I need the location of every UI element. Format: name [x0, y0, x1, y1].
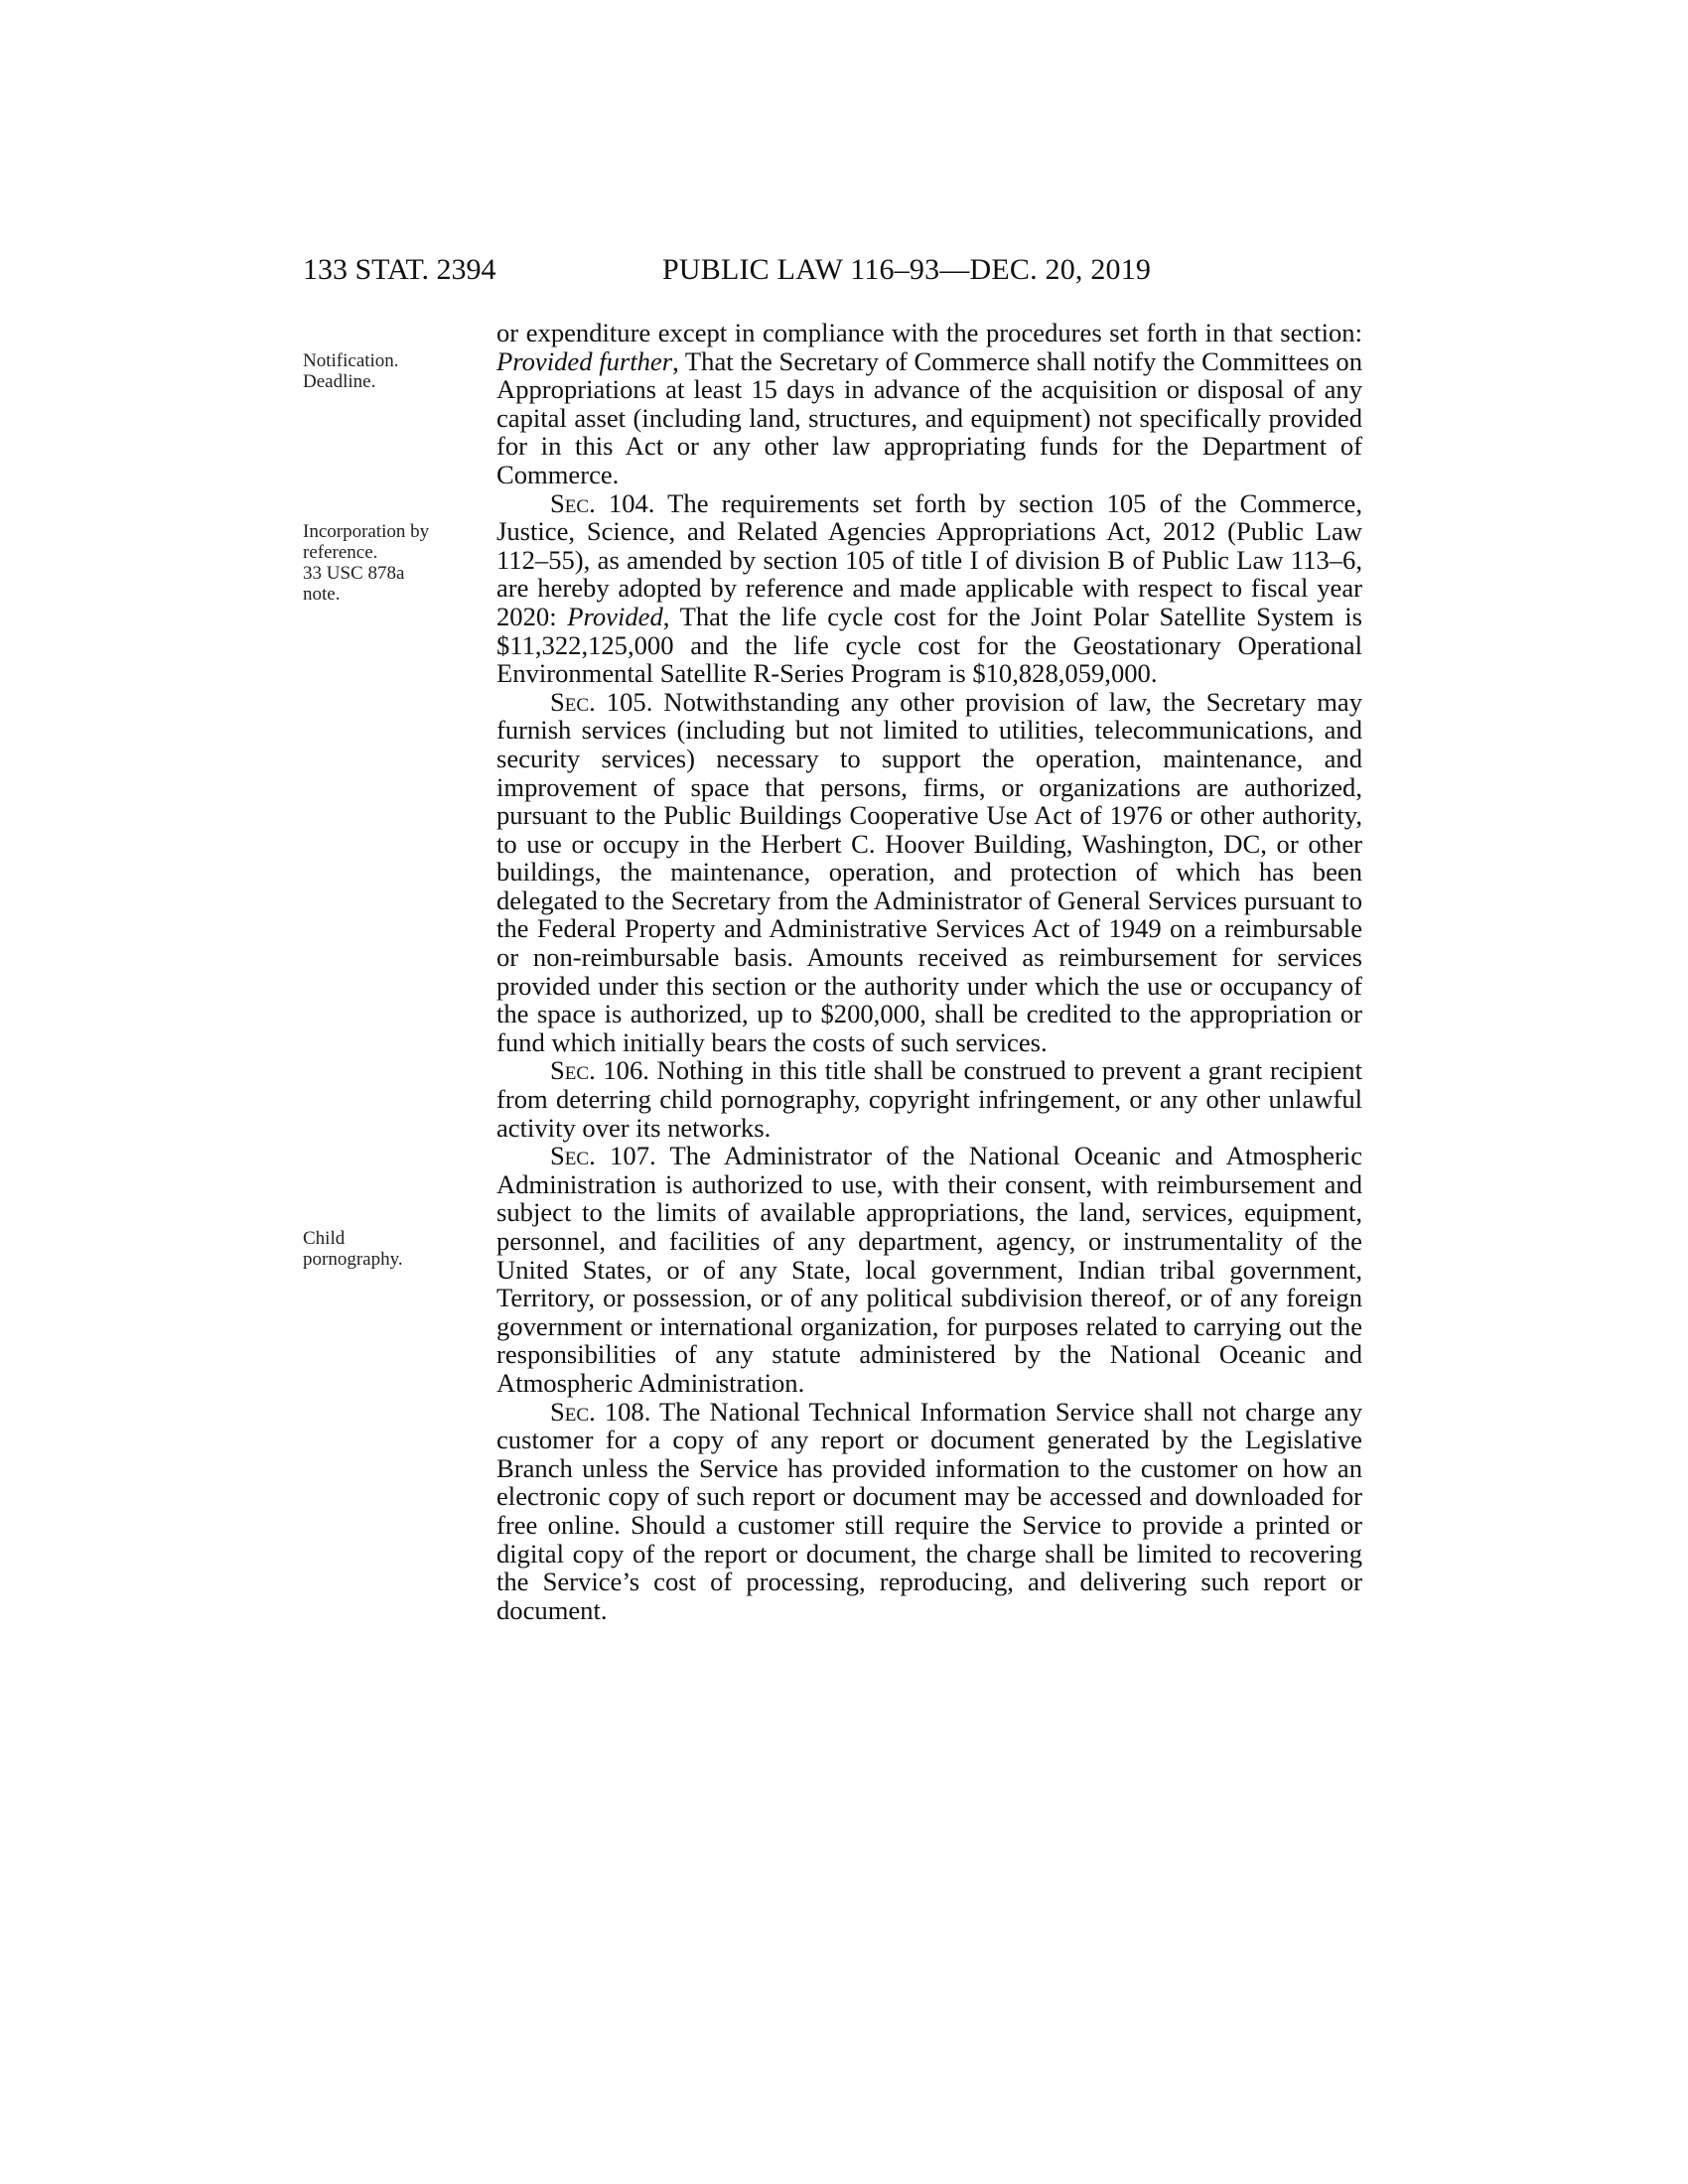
section-label: Sec.: [550, 1141, 596, 1171]
page-header: [303, 250, 1226, 290]
text-run: 104. The requirements set forth by section 105 of the Commerce, Justice, Science, and Related Agencies Appropriations Act, 2012 (Public Law 112–55), as amended by section 105 of title I of division B of Public Law 113–6, are hereby adopted by reference and made applicable with respect to fiscal year 2020:: [496, 487, 1362, 631]
margin-note-child-pornography: [303, 1228, 403, 1270]
section-104: [496, 489, 1362, 688]
section-label: Sec.: [550, 1396, 596, 1427]
paragraph-continuation: [496, 319, 1362, 489]
margin-note-incorporation: [303, 521, 429, 605]
italic-proviso: Provided further: [496, 345, 673, 376]
margin-note-line: pornography.: [303, 1249, 403, 1270]
text-run: 105. Notwithstanding any other provision of law, the Secretary may furnish services (including but not limited to utilities, telecommunications, and security services) necessary to support the operation, maintenance, and improvement of space that persons, firms, or organizations are authorized, pursuant to the Public Buildings Cooperative Use Act of 1976 or other authority, to use or occupy in the Herbert C. Hoover Building, Washington, DC, or other buildings, the maintenance, operation, and protection of which has been delegated to the Secretary from the Administrator of General Services pursuant to the Federal Property and Administrative Services Act of 1949 on a reimbursable or non-reimbursable basis. Amounts received as reimbursement for services provided under this section or the authority under which the use or occupancy of the space is authorized, up to $200,000, shall be credited to the appropriation or fund which initially bears the costs of such services.: [496, 686, 1362, 1057]
margin-note-line: 33 USC 878a: [303, 563, 405, 584]
section-105: [496, 688, 1362, 1057]
text-run: 106. Nothing in this title shall be construed to prevent a grant recipient from deterring child pornography, copyright infringement, or any other unlawful activity over its networks.: [496, 1055, 1362, 1143]
text-run: 107. The Administrator of the National Oceanic and Atmospheric Administration is authorized to use, with their consent, with reimbursement and subject to the limits of available appropriations, the land, services, equipment, personnel, and facilities of any department, agency, or instrumentality of the United States, or of any State, local government, Indian tribal government, Territory, or possession, or of any political subdivision thereof, or of any foreign government or international organization, for purposes related to carrying out the responsibilities of any statute administered by the National Oceanic and Atmospheric Administration.: [496, 1141, 1362, 1398]
section-label: Sec.: [550, 487, 596, 518]
text-run: or expenditure except in compliance with the procedures set forth in that section:: [496, 318, 1362, 347]
body-text: [496, 319, 1362, 1624]
section-label: Sec.: [550, 686, 596, 717]
margin-note-line: Child: [303, 1228, 346, 1249]
section-106: [496, 1056, 1362, 1142]
public-law-title: PUBLIC LAW 116–93—DEC. 20, 2019: [662, 253, 1152, 286]
margin-note-line: reference.: [303, 542, 378, 563]
margin-note-notification: [303, 350, 399, 392]
text-run: 108. The National Technical Information Service shall not charge any customer for a copy of any report or document generated by the Legislative Branch unless the Service has provided information to the customer on how an electronic copy of such report or document may be accessed and downloaded for free online. Should a customer still require the Service to provide a printed or digital copy of the report or document, the charge shall be limited to recovering the Service’s cost of processing, reproducing, and delivering such report or document.: [496, 1396, 1362, 1625]
margin-note-line: Incorporation by: [303, 521, 430, 542]
margin-note-line: Notification.: [303, 350, 399, 371]
margin-note-line: Deadline.: [303, 371, 376, 392]
section-107: [496, 1142, 1362, 1397]
italic-proviso: Provided: [567, 601, 663, 631]
text-run: , That the Secretary of Commerce shall notify the Committees on Appropriations at least 15 days in advance of the acquisition or disposal of any capital asset (including land, structures, and equipment) not specifically provided for in this Act or any other law appropriating funds for the Department of Commerce.: [496, 345, 1362, 489]
section-108: [496, 1398, 1362, 1625]
margin-note-line: note.: [303, 584, 341, 605]
section-label: Sec.: [550, 1055, 596, 1086]
statute-page-number: 133 STAT. 2394: [303, 253, 496, 286]
text-run: , That the life cycle cost for the Joint Polar Satellite System is $11,322,125,000 and the life cycle cost for the Geostationary Operational Environmental Satellite R-Series Program is $10,828,059,000.: [496, 601, 1363, 689]
